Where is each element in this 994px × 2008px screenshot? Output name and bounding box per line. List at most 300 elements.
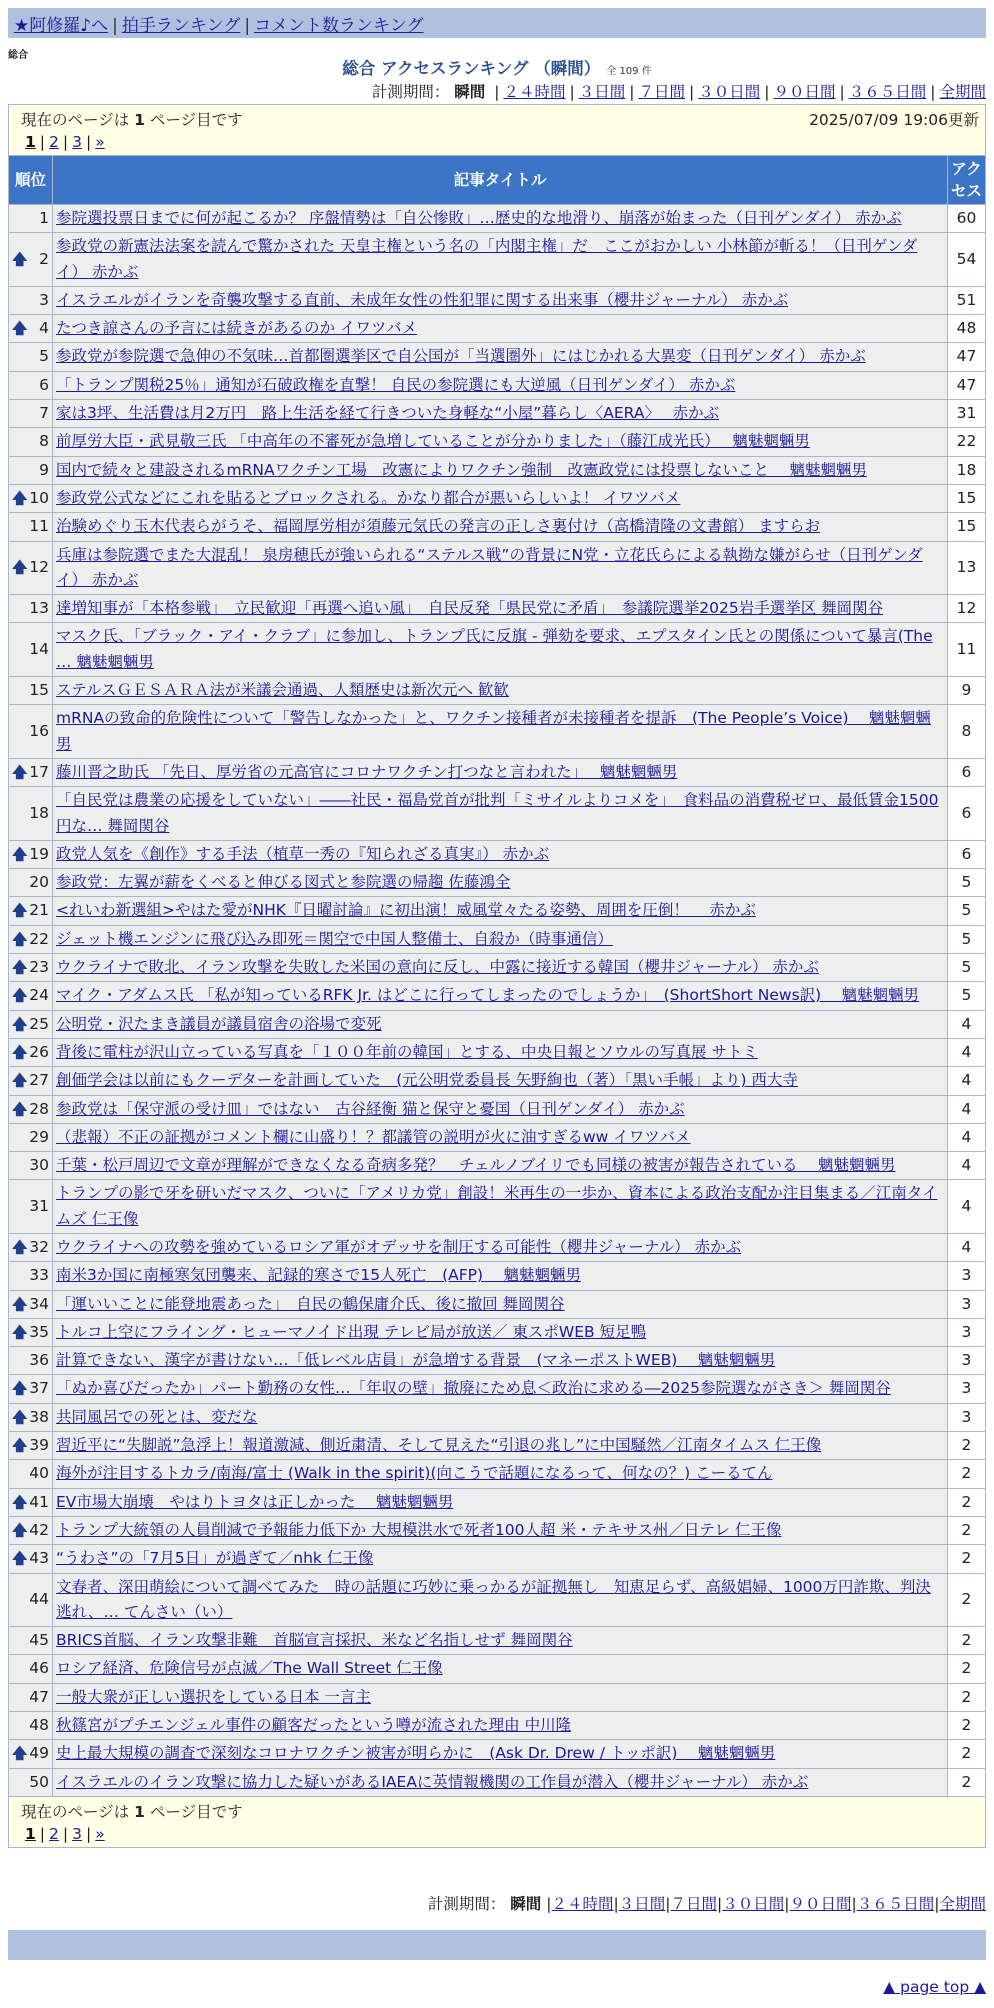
table-row <box>9 595 986 623</box>
title-cell <box>53 1180 948 1234</box>
page-separator: | <box>39 1824 46 1843</box>
table-row <box>9 1318 986 1346</box>
applause-ranking-link[interactable]: 拍手ランキング <box>121 16 241 36</box>
article-title-link[interactable]: “うわさ”の「7月5日」が過ぎて／nhk 仁王像 <box>56 1549 374 1568</box>
rank-cell <box>9 1712 53 1740</box>
period-separator: | <box>784 1895 790 1913</box>
rank-cell <box>9 982 53 1010</box>
rank-cell <box>9 1460 53 1488</box>
period-link[interactable]: ７日間 <box>638 83 685 101</box>
page-link[interactable]: 2 <box>49 133 59 151</box>
rank-cell <box>9 840 53 868</box>
rank-number: 27 <box>29 1071 49 1090</box>
rank-number: 47 <box>29 1687 49 1706</box>
title-cell <box>53 513 948 541</box>
rank-cell <box>9 1683 53 1711</box>
rank-up-arrow-icon: 🡅 <box>12 1436 28 1455</box>
rank-cell <box>9 1038 53 1066</box>
rank-cell <box>9 233 53 287</box>
access-count: 51 <box>947 286 985 314</box>
access-count: 2 <box>947 1488 985 1516</box>
article-title-link[interactable]: 参院選投票日までに何が起こるか？ 序盤情勢は「自公惨敗」…歴史的な地滑り、崩落が始まった（日刊ゲンダイ） 赤かぶ <box>56 209 902 227</box>
rank-number: 7 <box>39 404 49 423</box>
rank-cell <box>9 1403 53 1431</box>
article-title-link[interactable]: ロシア経済、危険信号が点滅／The Wall Street 仁王像 <box>56 1659 443 1678</box>
comment-ranking-link[interactable]: コメント数ランキング <box>254 16 424 36</box>
table-row <box>9 428 986 456</box>
rank-cell <box>9 1010 53 1038</box>
access-count: 8 <box>947 705 985 759</box>
rank-number: 1 <box>39 209 49 227</box>
table-row <box>9 205 986 233</box>
rank-cell <box>9 1233 53 1261</box>
rank-up-arrow-icon: 🡅 <box>12 249 28 268</box>
rank-cell <box>9 1290 53 1318</box>
period-separator: | <box>569 83 575 101</box>
title-cell <box>53 1488 948 1516</box>
rank-number: 41 <box>29 1492 49 1511</box>
rank-number: 21 <box>29 901 49 920</box>
table-row <box>9 1152 986 1180</box>
access-count: 2 <box>947 1516 985 1544</box>
rank-number: 32 <box>29 1237 49 1256</box>
access-count: 60 <box>947 205 985 233</box>
rank-cell <box>9 758 53 786</box>
access-count: 3 <box>947 1290 985 1318</box>
table-row <box>9 1655 986 1683</box>
rank-number: 29 <box>29 1127 49 1146</box>
ranking-title <box>8 58 986 80</box>
pager-top <box>9 105 986 156</box>
page-link[interactable]: 1 <box>25 133 36 151</box>
period-separator: | <box>930 83 936 101</box>
table-row <box>9 541 986 595</box>
table-row <box>9 1432 986 1460</box>
rank-cell <box>9 205 53 233</box>
page-link[interactable]: 2 <box>49 1824 59 1843</box>
rank-number: 19 <box>29 844 49 863</box>
table-row <box>9 286 986 314</box>
article-title-link[interactable]: 参政党公式などにこれを貼るとブロックされる。かなり都合が悪いらしいよ！ イワツバメ <box>56 488 681 507</box>
access-count: 3 <box>947 1375 985 1403</box>
rank-cell <box>9 623 53 677</box>
access-count: 54 <box>947 233 985 287</box>
rank-number: 22 <box>29 929 49 948</box>
access-count: 6 <box>947 758 985 786</box>
title-cell <box>53 1318 948 1346</box>
article-title-link[interactable]: 背後に電柱が沢山立っている写真を「１００年前の韓国」とする、中央日報とソウルの写真展 サトミ <box>56 1042 758 1061</box>
pager-bottom <box>9 1796 986 1847</box>
access-count: 47 <box>947 343 985 371</box>
article-title-link[interactable]: 参政党は「保守派の受け皿」ではない 古谷経衡 猫と保守と憂国（日刊ゲンダイ） 赤かぶ <box>56 1099 685 1118</box>
title-cell <box>53 1655 948 1683</box>
rank-number: 42 <box>29 1520 49 1539</box>
title-cell <box>53 897 948 925</box>
rank-cell <box>9 1375 53 1403</box>
period-link[interactable]: 全期間 <box>939 83 986 101</box>
rank-number: 9 <box>39 460 49 479</box>
rank-number: 39 <box>29 1436 49 1455</box>
rank-up-arrow-icon: 🡅 <box>12 558 28 577</box>
title-cell <box>53 677 948 705</box>
article-title-link[interactable]: 参政党：左翼が薪をくべると伸びる図式と参院選の帰趨 佐藤鴻全 <box>56 873 511 892</box>
period-separator: | <box>629 83 635 101</box>
article-title-link[interactable]: 参政党の新憲法法案を読んで驚かされた 天皇主権という名の「内閣主権」だ ここがおかしい 小林節が斬る！（日刊ゲンダイ） 赤かぶ <box>56 237 918 281</box>
title-cell <box>53 400 948 428</box>
rank-cell <box>9 954 53 982</box>
access-count: 22 <box>947 428 985 456</box>
article-title-link[interactable]: 参政党が参院選で急伸の不気味…首都圏選挙区で自公国が「当選圏外」にはじかれる大異変（日刊ゲンダイ） 赤かぶ <box>56 347 866 366</box>
table-row <box>9 1573 986 1627</box>
title-cell <box>53 623 948 677</box>
rank-number: 49 <box>29 1744 49 1763</box>
table-row <box>9 1683 986 1711</box>
article-title-link[interactable]: 藤川晋之助氏 「先日、厚労省の元高官にコロナワクチン打つなと言われた」 魑魅魍魎男 <box>56 762 678 781</box>
access-count: 4 <box>947 1095 985 1123</box>
footer-bar <box>8 1930 986 1960</box>
title-cell <box>53 484 948 512</box>
page-separator: | <box>86 133 92 151</box>
period-label: 計測期間： <box>371 83 450 101</box>
article-title-link[interactable]: 一般大衆が正しい選択をしている日本 一言主 <box>56 1687 371 1706</box>
access-count: 18 <box>947 456 985 484</box>
period-link[interactable]: 全期間 <box>939 1895 986 1913</box>
rank-number: 33 <box>29 1266 49 1285</box>
ranking-table <box>8 104 986 1848</box>
period-selector-top <box>8 80 986 104</box>
rank-number: 16 <box>29 721 49 740</box>
col-title-header: 記事タイトル <box>53 156 948 205</box>
rank-cell <box>9 1655 53 1683</box>
period-current: 瞬間 <box>510 1895 542 1913</box>
period-separator: | <box>851 1895 857 1913</box>
article-title-link[interactable]: 前厚労大臣・武見敬三氏 「中高年の不審死が急増していることが分かりました」（藤江成光氏） 魑魅魍魎男 <box>56 432 810 451</box>
access-count: 6 <box>947 840 985 868</box>
rank-cell <box>9 484 53 512</box>
article-title-link[interactable]: マイク・アダムス氏 「私が知っているRFK Jr. はどこに行ってしまったのでしょうか」 (ShortShort News訳) 魑魅魍魎男 <box>56 986 920 1005</box>
rank-up-arrow-icon: 🡅 <box>12 1237 28 1256</box>
rank-cell <box>9 1180 53 1234</box>
table-row <box>9 371 986 399</box>
rank-number: 50 <box>29 1772 49 1791</box>
rank-number: 30 <box>29 1156 49 1175</box>
access-count: 3 <box>947 1318 985 1346</box>
rank-cell <box>9 371 53 399</box>
rank-up-arrow-icon: 🡅 <box>12 901 28 920</box>
page-separator: | <box>39 133 46 151</box>
access-count: 31 <box>947 400 985 428</box>
table-row <box>9 758 986 786</box>
rank-up-arrow-icon: 🡅 <box>12 488 28 507</box>
title-cell <box>53 1095 948 1123</box>
access-count: 2 <box>947 1740 985 1768</box>
article-title-link[interactable]: 計算できない、漢字が書けない…「低レベル店員」が急増する背景 (マネーポストWEB) 魑魅魍魎男 <box>56 1351 776 1370</box>
period-link[interactable]: ７日間 <box>670 1895 717 1913</box>
article-title-link[interactable]: 千葉・松戸周辺で文章が理解ができなくなる奇病多発？ チェルノブイリでも同様の被害が報告されている 魑魅魍魎男 <box>56 1156 896 1175</box>
period-link[interactable]: ３日間 <box>618 1895 666 1913</box>
article-title-link[interactable]: <れいわ新選組>やはた愛がNHK『日曜討論』に初出演！威風堂々たる姿勢、周囲を圧倒！ 赤かぶ <box>56 901 756 920</box>
rank-number: 43 <box>29 1549 49 1568</box>
access-count: 11 <box>947 623 985 677</box>
article-title-link[interactable]: 「ぬか喜びだったか」パート勤務の女性…「年収の壁」撤廃にため息＜政治に求める―2025参院選ながさき＞ 舞岡関谷 <box>56 1379 891 1398</box>
rank-up-arrow-icon: 🡅 <box>12 929 28 948</box>
rank-up-arrow-icon: 🡅 <box>12 1294 28 1313</box>
table-row <box>9 1740 986 1768</box>
article-title-link[interactable]: 兵庫は参院選でまた大混乱！ 泉房穂氏が強いられる“ステルス戦”の背景にN党・立花氏らによる執拗な嫌がらせ（日刊ゲンダイ） 赤かぶ <box>56 545 923 589</box>
table-row <box>9 456 986 484</box>
col-access-header: アクセス <box>947 156 985 205</box>
page-top-link[interactable]: ▲ page top ▲ <box>883 1978 986 1996</box>
table-row <box>9 1712 986 1740</box>
access-count: 13 <box>947 541 985 595</box>
page-link[interactable]: 3 <box>72 1824 83 1843</box>
article-title-link[interactable]: マスク氏、「ブラック・アイ・クラブ」に参加し、トランプ氏に反旗 - 弾劾を要求、エプスタイン氏との関係について暴言(The … 魑魅魍魎男 <box>56 627 933 671</box>
period-separator: | <box>665 1895 671 1913</box>
rank-number: 23 <box>29 958 49 977</box>
current-page-text: 現在のページは 1 ページ目です <box>21 111 243 129</box>
title-cell <box>53 456 948 484</box>
rank-number: 10 <box>29 488 49 507</box>
rank-cell <box>9 1347 53 1375</box>
title-cell <box>53 371 948 399</box>
period-link[interactable]: ２４時間 <box>551 1895 614 1913</box>
article-title-link[interactable]: 創価学会は以前にもクーデターを計画していた (元公明党委員長 矢野絢也（著）「黒い手帳」より) 西大寺 <box>56 1071 798 1090</box>
access-count: 48 <box>947 315 985 343</box>
nav-separator: | <box>244 16 251 36</box>
rank-number: 48 <box>29 1716 49 1735</box>
article-title-link[interactable]: ジェット機エンジンに飛び込み即死＝関空で中国人整備士、自殺か（時事通信） <box>56 929 613 948</box>
rank-up-arrow-icon: 🡅 <box>12 1407 28 1426</box>
rank-up-arrow-icon: 🡅 <box>12 1549 28 1568</box>
title-cell <box>53 1460 948 1488</box>
article-title-link[interactable]: トランプの影で牙を研いだマスク、ついに「アメリカ党」創設！米再生の一歩か、資本による政治支配か注目集まる／江南タイムズ 仁王像 <box>56 1184 938 1228</box>
article-title-link[interactable]: 家は3坪、生活費は月2万円 路上生活を経て行きついた身軽な“小屋”暮らし〈AERA〉 赤かぶ <box>56 404 720 423</box>
article-title-link[interactable]: イスラエルのイラン攻撃に協力した疑いがあるIAEAに英情報機関の工作員が潜入（櫻井ジャーナル） 赤かぶ <box>56 1772 809 1791</box>
article-title-link[interactable]: トランプ大統領の人員削減で予報能力低下か 大規模洪水で死者100人超 米・テキサス州／日テレ 仁王像 <box>56 1520 782 1539</box>
table-row <box>9 233 986 287</box>
article-title-link[interactable]: （悲報）不正の証拠がコメント欄に山盛り！？都議管の説明が火に油すぎるww イワツバメ <box>56 1127 691 1146</box>
rank-number: 18 <box>29 803 49 822</box>
rank-number: 38 <box>29 1407 49 1426</box>
rank-up-arrow-icon: 🡅 <box>12 1042 28 1061</box>
access-count: 2 <box>947 1432 985 1460</box>
period-link[interactable]: ３０日間 <box>722 1895 785 1913</box>
access-count: 4 <box>947 1038 985 1066</box>
title-cell <box>53 1290 948 1318</box>
access-count: 4 <box>947 1233 985 1261</box>
table-row <box>9 513 986 541</box>
rank-cell <box>9 1573 53 1627</box>
article-title-link[interactable]: 史上最大規模の調査で深刻なコロナワクチン被害が明らかに (Ask Dr. Drew / トッポ訳) 魑魅魍魎男 <box>56 1744 776 1763</box>
table-row <box>9 400 986 428</box>
rank-cell <box>9 1095 53 1123</box>
access-count: 5 <box>947 897 985 925</box>
table-row <box>9 925 986 953</box>
table-row <box>9 869 986 897</box>
current-page-text: 現在のページは 1 ページ目です <box>21 1802 243 1821</box>
title-cell <box>53 840 948 868</box>
article-title-link[interactable]: トルコ上空にフライング・ヒューマノイド出現 テレビ局が放送／ 東スポWEB 短足鴨 <box>56 1322 647 1341</box>
article-title-link[interactable]: EV市場大崩壊 やはりトヨタは正しかった 魑魅魍魎男 <box>56 1492 454 1511</box>
rank-cell <box>9 787 53 841</box>
period-link[interactable]: ３０日間 <box>698 83 761 101</box>
rank-cell <box>9 1768 53 1796</box>
article-title-link[interactable]: mRNAの致命的危険性について「警告しなかった」と、ワクチン接種者が未接種者を提訴 (The People’s Voice) 魑魅魍魎男 <box>56 709 931 753</box>
title-cell <box>53 595 948 623</box>
next-page-link[interactable]: » <box>95 133 105 151</box>
table-row <box>9 1403 986 1431</box>
access-count: 15 <box>947 484 985 512</box>
table-row <box>9 840 986 868</box>
article-title-link[interactable]: 「トランプ関税25％」通知が石破政権を直撃！ 自民の参院選にも大逆風（日刊ゲンダイ） 赤かぶ <box>56 375 736 394</box>
period-separator: | <box>934 1895 940 1913</box>
rank-up-arrow-icon: 🡅 <box>12 1379 28 1398</box>
rank-cell <box>9 541 53 595</box>
period-link[interactable]: ３６５日間 <box>848 83 927 101</box>
table-row <box>9 343 986 371</box>
access-count: 5 <box>947 925 985 953</box>
home-link[interactable]: ★阿修羅♪へ <box>14 16 109 36</box>
page-separator: | <box>62 1824 69 1843</box>
rank-cell <box>9 595 53 623</box>
rank-number: 46 <box>29 1659 49 1678</box>
next-page-link[interactable]: » <box>95 1824 105 1843</box>
table-row <box>9 315 986 343</box>
ranking-rows <box>9 205 986 1797</box>
article-title-link[interactable]: 「運いいことに能登地震あった」 自民の鶴保庸介氏、後に撤回 舞岡関谷 <box>56 1294 565 1313</box>
period-link[interactable]: ２４時間 <box>503 83 566 101</box>
article-title-link[interactable]: ウクライナへの攻勢を強めているロシア軍がオデッサを制圧する可能性（櫻井ジャーナル） 赤かぶ <box>56 1237 742 1256</box>
table-row <box>9 1627 986 1655</box>
nav-separator: | <box>112 16 118 36</box>
rank-up-arrow-icon: 🡅 <box>12 1744 28 1763</box>
col-rank-header: 順位 <box>9 156 53 205</box>
rank-number: 35 <box>29 1322 49 1341</box>
rank-cell <box>9 456 53 484</box>
period-current: 瞬間 <box>454 83 486 101</box>
access-count: 3 <box>947 1403 985 1431</box>
title-cell <box>53 1262 948 1290</box>
rank-up-arrow-icon: 🡅 <box>12 762 28 781</box>
period-links <box>490 83 986 101</box>
article-title-link[interactable]: 秋篠宮がプチエンジェル事件の顧客だったという噂が流された理由 中川隆 <box>56 1716 572 1735</box>
access-count: 4 <box>947 1123 985 1151</box>
rank-cell <box>9 286 53 314</box>
title-cell <box>53 758 948 786</box>
title-cell <box>53 428 948 456</box>
period-link[interactable]: ３６５日間 <box>856 1895 935 1913</box>
article-title-link[interactable]: ウクライナで敗北、イラン攻撃を失敗した米国の意向に反し、中露に接近する韓国（櫻井ジャーナル） 赤かぶ <box>56 958 819 977</box>
table-row <box>9 1010 986 1038</box>
updated-timestamp: 2025/07/09 19:06更新 <box>809 111 979 129</box>
article-title-link[interactable]: 政党人気を《創作》する手法（植草一秀の『知られざる真実』） 赤かぶ <box>56 844 550 863</box>
period-link[interactable]: ３日間 <box>578 83 626 101</box>
rank-cell <box>9 925 53 953</box>
rank-number: 37 <box>29 1379 49 1398</box>
period-link[interactable]: ９０日間 <box>789 1895 852 1913</box>
period-separator: | <box>717 1895 723 1913</box>
table-row <box>9 954 986 982</box>
period-label: 計測期間： <box>427 1895 506 1913</box>
access-count: 2 <box>947 1655 985 1683</box>
rank-number: 13 <box>29 599 49 618</box>
title-cell <box>53 541 948 595</box>
rank-number: 5 <box>39 347 49 366</box>
rank-number: 20 <box>29 873 49 892</box>
article-title-link[interactable]: 国内で続々と建設されるmRNAワクチン工場 改憲によりワクチン強制 改憲政党には投票しないこと 魑魅魍魎男 <box>56 460 867 479</box>
table-row <box>9 1233 986 1261</box>
period-link[interactable]: ９０日間 <box>773 83 836 101</box>
top-nav-bar <box>8 8 986 38</box>
access-count: 3 <box>947 1262 985 1290</box>
rank-number: 24 <box>29 986 49 1005</box>
rank-number: 12 <box>29 558 49 577</box>
rank-cell <box>9 677 53 705</box>
rank-cell <box>9 1516 53 1544</box>
article-title-link[interactable]: 文春者、深田萌絵について調べてみた 時の話題に巧妙に乗っかるが証拠無し 知恵足らず、高級娼婦、1000万円詐欺、判決逃れ、… てんさい（い） <box>56 1577 931 1621</box>
rank-cell <box>9 315 53 343</box>
access-count: 2 <box>947 1460 985 1488</box>
title-cell <box>53 1768 948 1796</box>
rank-cell <box>9 1067 53 1095</box>
table-row <box>9 677 986 705</box>
access-count: 5 <box>947 982 985 1010</box>
title-cell <box>53 1233 948 1261</box>
period-separator: | <box>839 83 845 101</box>
table-row <box>9 1123 986 1151</box>
title-cell <box>53 705 948 759</box>
article-title-link[interactable]: 公明党・沢たまき議員が議員宿舎の浴場で変死 <box>56 1014 382 1033</box>
title-cell <box>53 233 948 287</box>
article-title-link[interactable]: BRICS首脳、イラン攻撃非難 首脳宣言採択、米など名指しせず 舞岡関谷 <box>56 1631 573 1650</box>
article-title-link[interactable]: 共同風呂での死とは、変だな <box>56 1407 258 1426</box>
access-count: 5 <box>947 869 985 897</box>
access-count: 47 <box>947 371 985 399</box>
ranking-title-text: 総合 アクセスランキング （瞬間） <box>342 59 601 78</box>
table-header <box>9 156 986 205</box>
article-title-link[interactable]: ステルスＧＥＳＡＲＡ法が米議会通過、人類歴史は新次元へ 歓歓 <box>56 681 509 700</box>
rank-cell <box>9 897 53 925</box>
rank-up-arrow-icon: 🡅 <box>12 844 28 863</box>
title-cell <box>53 925 948 953</box>
article-title-link[interactable]: 海外が注目するトカラ/南海/富士 (Walk in the spirit)(向こうで話題になるって、何なの？) こーるてん <box>56 1464 773 1483</box>
article-title-link[interactable]: 南米3か国に南極寒気団襲来、記録的寒さで15人死亡 (AFP) 魑魅魍魎男 <box>56 1266 581 1285</box>
article-title-link[interactable]: 達増知事が「本格参戦」 立民歓迎「再選へ追い風」 自民反発「県民党に矛盾」 参議院選挙2025岩手選挙区 舞岡関谷 <box>56 599 884 618</box>
access-count: 2 <box>947 1545 985 1573</box>
article-title-link[interactable]: 習近平に“失脚説”急浮上！報道激減、側近粛清、そして見えた“引退の兆し”に中国騒然／江南タイムス 仁王像 <box>56 1436 822 1455</box>
page-link[interactable]: 3 <box>72 133 83 151</box>
article-title-link[interactable]: 「自民党は農業の応援をしていない」――社民・福島党首が批判「ミサイルよりコメを」 食料品の消費税ゼロ、最低賃金1500円な… 舞岡関谷 <box>56 791 939 835</box>
title-cell <box>53 787 948 841</box>
rank-number: 28 <box>29 1099 49 1118</box>
rank-cell <box>9 1432 53 1460</box>
rank-number: 44 <box>29 1590 49 1609</box>
period-selector-bottom <box>8 1892 986 1916</box>
table-row <box>9 1262 986 1290</box>
article-title-link[interactable]: たつき諒さんの予言には続きがあるのか イワツバメ <box>56 319 418 338</box>
page-link[interactable]: 1 <box>25 1824 36 1843</box>
period-separator: | <box>546 1895 552 1913</box>
article-title-link[interactable]: イスラエルがイランを奇襲攻撃する直前、未成年女性の性犯罪に関する出来事（櫻井ジャーナル） 赤かぶ <box>56 290 789 309</box>
period-links <box>546 1895 986 1913</box>
rank-number: 3 <box>39 290 49 309</box>
rank-number: 45 <box>29 1631 49 1650</box>
title-cell <box>53 1432 948 1460</box>
title-cell <box>53 954 948 982</box>
article-title-link[interactable]: 治験めぐり玉木代表らがうそ、福岡厚労相が須藤元気氏の発言の正しさ裏付け（高橋清隆の文書館） ますらお <box>56 517 821 536</box>
title-cell <box>53 343 948 371</box>
table-row <box>9 1180 986 1234</box>
